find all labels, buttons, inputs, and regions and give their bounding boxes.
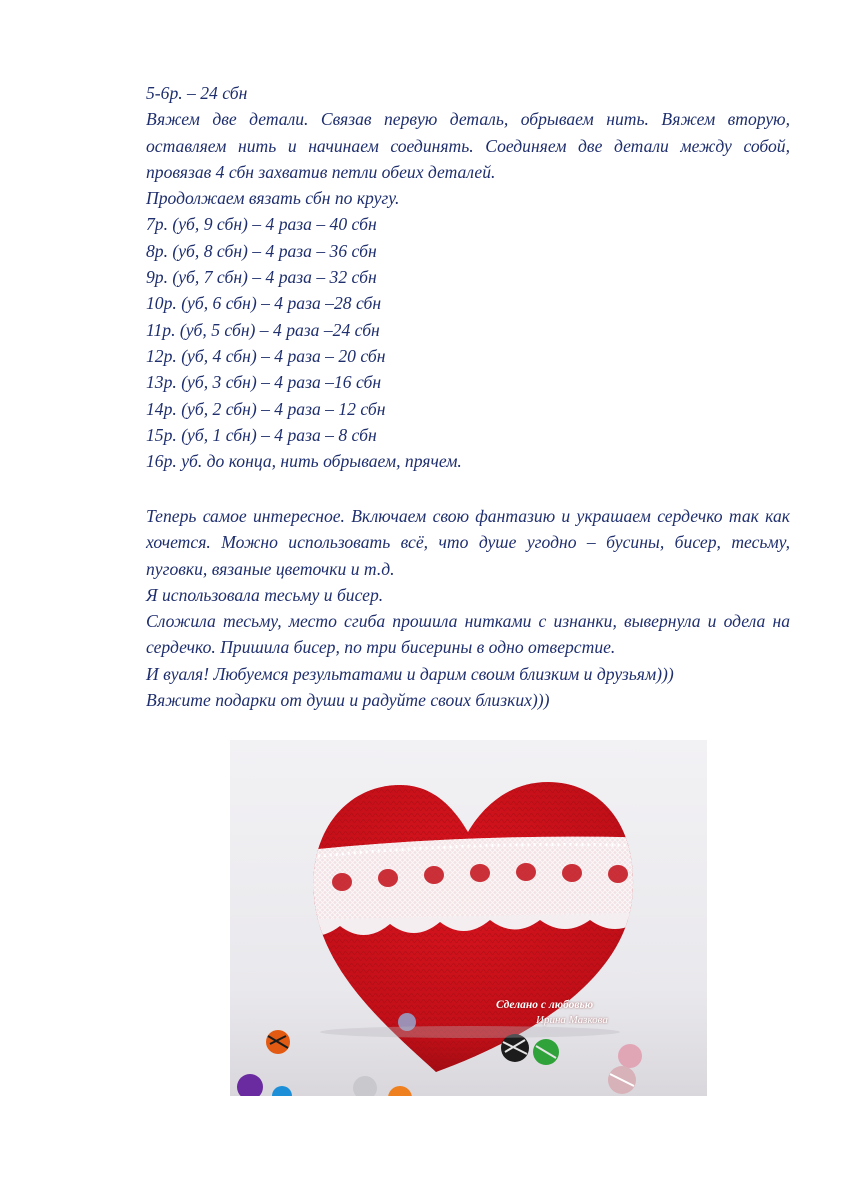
row-10: 10р. (уб, 6 сбн) – 4 раза –28 сбн <box>146 293 382 314</box>
watermark-line-2: Ирина Мазкова <box>536 1014 608 1026</box>
decoration-intro: Теперь самое интересное. Включаем свою фантазию и украшаем сердечко так как хочется. Можно использовать всё, что душе угодно – бусины, бисер, тесьму, пуговки, вязаные цветочки и т.д. <box>146 506 790 579</box>
row-7: 7р. (уб, 9 сбн) – 4 раза – 40 сбн <box>146 214 377 235</box>
rows-5-6: 5-6р. – 24 сбн <box>146 83 248 103</box>
decoration-used: Я использовала тесьму и бисер. <box>146 584 384 605</box>
decoration-closing: Вяжите подарки от души и радуйте своих близких))) <box>146 690 550 711</box>
lace-ribbon <box>290 837 660 936</box>
join-paragraph: Вяжем две детали. Связав первую деталь, обрываем нить. Вяжем вторую, оставляем нить и начинаем соединять. Соединяем две детали между собой, провязав 4 сбн захватив петли обеих деталей. <box>146 109 790 182</box>
row-11: 11р. (уб, 5 сбн) – 4 раза –24 сбн <box>146 319 380 340</box>
decoration-result: И вуаля! Любуемся результатами и дарим своим близким и друзьям))) <box>146 663 674 684</box>
photo-shadow <box>320 1026 620 1038</box>
continue-line: Продолжаем вязать сбн по кругу. <box>146 188 400 209</box>
row-14: 14р. (уб, 2 сбн) – 4 раза – 12 сбн <box>146 398 386 419</box>
decoration-instructions <box>146 503 790 713</box>
row-13: 13р. (уб, 3 сбн) – 4 раза –16 сбн <box>146 372 382 393</box>
row-12: 12р. (уб, 4 сбн) – 4 раза – 20 сбн <box>146 345 386 366</box>
watermark-line-1: Сделано с любовью <box>496 999 594 1011</box>
pattern-instructions <box>146 80 790 474</box>
heart-photo <box>230 740 707 1096</box>
row-9: 9р. (уб, 7 сбн) – 4 раза – 32 сбн <box>146 267 377 288</box>
row-16: 16р. уб. до конца, нить обрываем, прячем. <box>146 451 462 472</box>
crochet-heart-illustration <box>230 740 707 1096</box>
decoration-process: Сложила тесьму, место сгиба прошила нитками с изнанки, вывернула и одела на сердечко. Пришила бисер, по три бисерины в одно отверстие. <box>146 611 790 658</box>
row-15: 15р. (уб, 1 сбн) – 4 раза – 8 сбн <box>146 424 377 445</box>
row-8: 8р. (уб, 8 сбн) – 4 раза – 36 сбн <box>146 240 377 261</box>
